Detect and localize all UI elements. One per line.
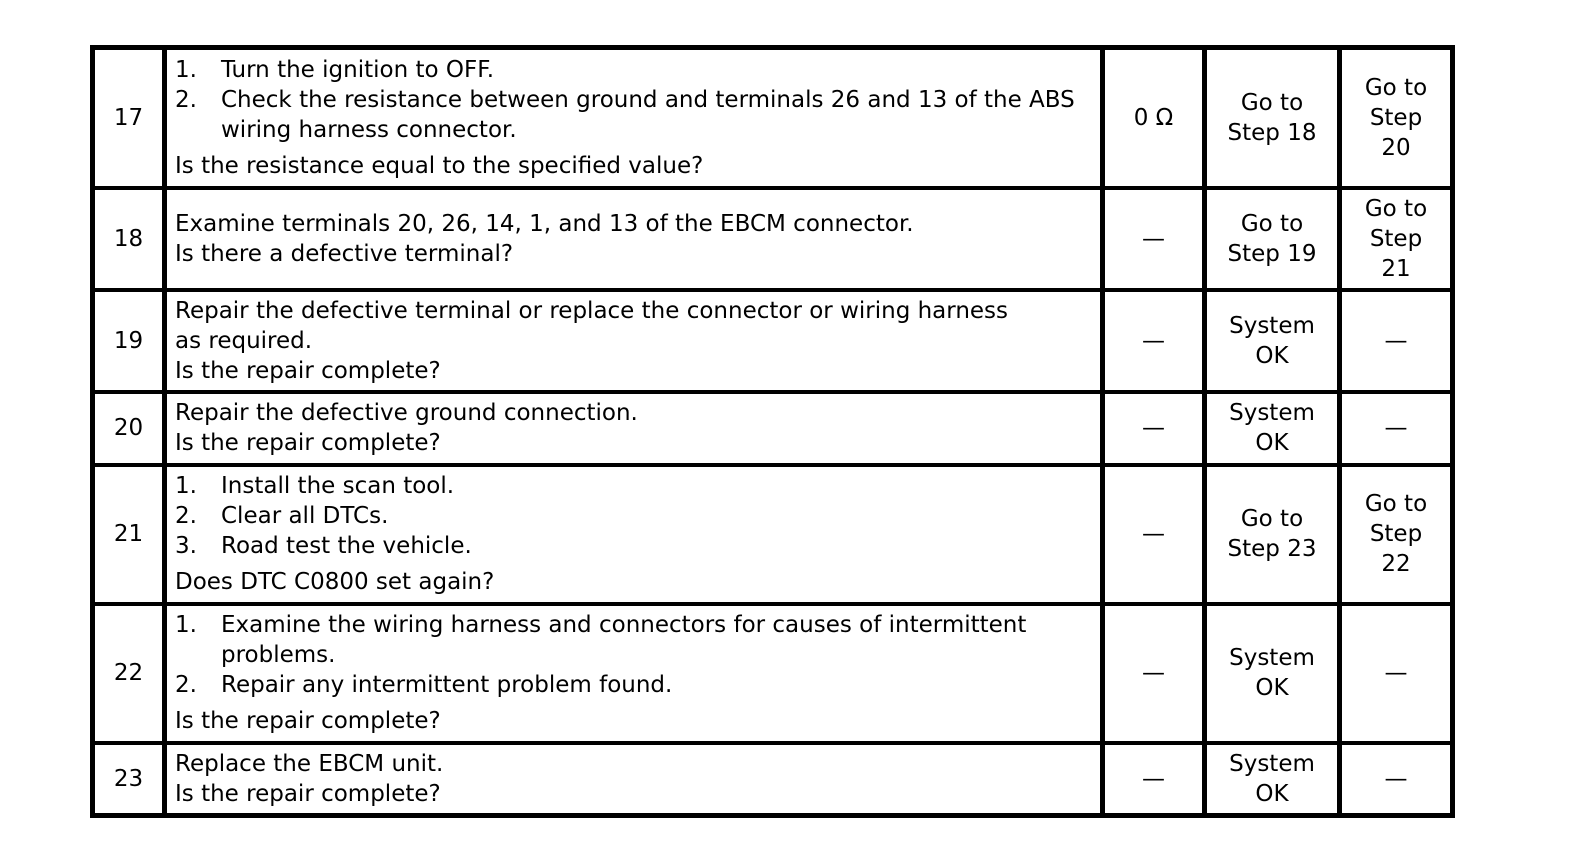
action-steps [175, 471, 1094, 561]
no-cell: Go to Step 21 [1340, 188, 1453, 290]
action-step: 1. Install the scan tool. [175, 473, 455, 499]
no-cell: — [1340, 604, 1453, 743]
action-steps [175, 610, 1094, 700]
yes-cell: System OK [1205, 290, 1340, 392]
step-number: 17 [93, 48, 165, 188]
action-cell: Replace the EBCM unit. Is the repair complete? [165, 743, 1103, 816]
table-row [93, 48, 1453, 188]
yes-cell: System OK [1205, 743, 1340, 816]
step-number: 20 [93, 392, 165, 465]
yes-cell: Go to Step 18 [1205, 48, 1340, 188]
no-cell: — [1340, 290, 1453, 392]
action-cell [165, 465, 1103, 604]
value-cell: — [1103, 392, 1205, 465]
value-cell: — [1103, 465, 1205, 604]
action-cell [165, 604, 1103, 743]
value-cell: 0 Ω [1103, 48, 1205, 188]
table-row [93, 290, 1453, 392]
value-cell: — [1103, 290, 1205, 392]
step-number: 19 [93, 290, 165, 392]
table-row [93, 465, 1453, 604]
table-row [93, 392, 1453, 465]
yes-cell: Go to Step 19 [1205, 188, 1340, 290]
no-cell: — [1340, 392, 1453, 465]
action-question: Is the resistance equal to the specified value? [175, 152, 704, 179]
action-step: 1. Turn the ignition to OFF. [175, 56, 495, 83]
action-cell: Repair the defective ground connection. Is the repair complete? [165, 392, 1103, 465]
step-number: 18 [93, 188, 165, 290]
step-number: 23 [93, 743, 165, 816]
table-row [93, 743, 1453, 816]
value-cell: — [1103, 604, 1205, 743]
no-cell: — [1340, 743, 1453, 816]
no-cell: Go to Step 20 [1340, 48, 1453, 188]
yes-cell: Go to Step 23 [1205, 465, 1340, 604]
no-cell: Go to Step 22 [1340, 465, 1453, 604]
action-step: 1. Examine the wiring harness and connectors for causes of intermittent problems. [175, 612, 1027, 668]
yes-cell: System OK [1205, 604, 1340, 743]
action-step: 2. Clear all DTCs. [175, 503, 389, 529]
action-step: 2. Repair any intermittent problem found. [175, 672, 673, 698]
value-cell: — [1103, 188, 1205, 290]
action-question: Does DTC C0800 set again? [175, 569, 495, 595]
action-question: Is the repair complete? [175, 708, 441, 734]
value-cell: — [1103, 743, 1205, 816]
action-cell: Examine terminals 20, 26, 14, 1, and 13 of the EBCM connector. Is there a defective terminal? [165, 188, 1103, 290]
action-step: 3. Road test the vehicle. [175, 533, 472, 559]
table-row [93, 188, 1453, 290]
table-row [93, 604, 1453, 743]
action-step: 2. Check the resistance between ground and terminals 26 and 13 of the ABS wiring harness connector. [175, 86, 1075, 143]
yes-cell: System OK [1205, 392, 1340, 465]
action-steps [175, 55, 1094, 145]
step-number: 22 [93, 604, 165, 743]
diagnostic-table [90, 45, 1455, 818]
action-cell [165, 48, 1103, 188]
action-cell: Repair the defective terminal or replace the connector or wiring harness as required. Is the repair complete? [165, 290, 1103, 392]
step-number: 21 [93, 465, 165, 604]
